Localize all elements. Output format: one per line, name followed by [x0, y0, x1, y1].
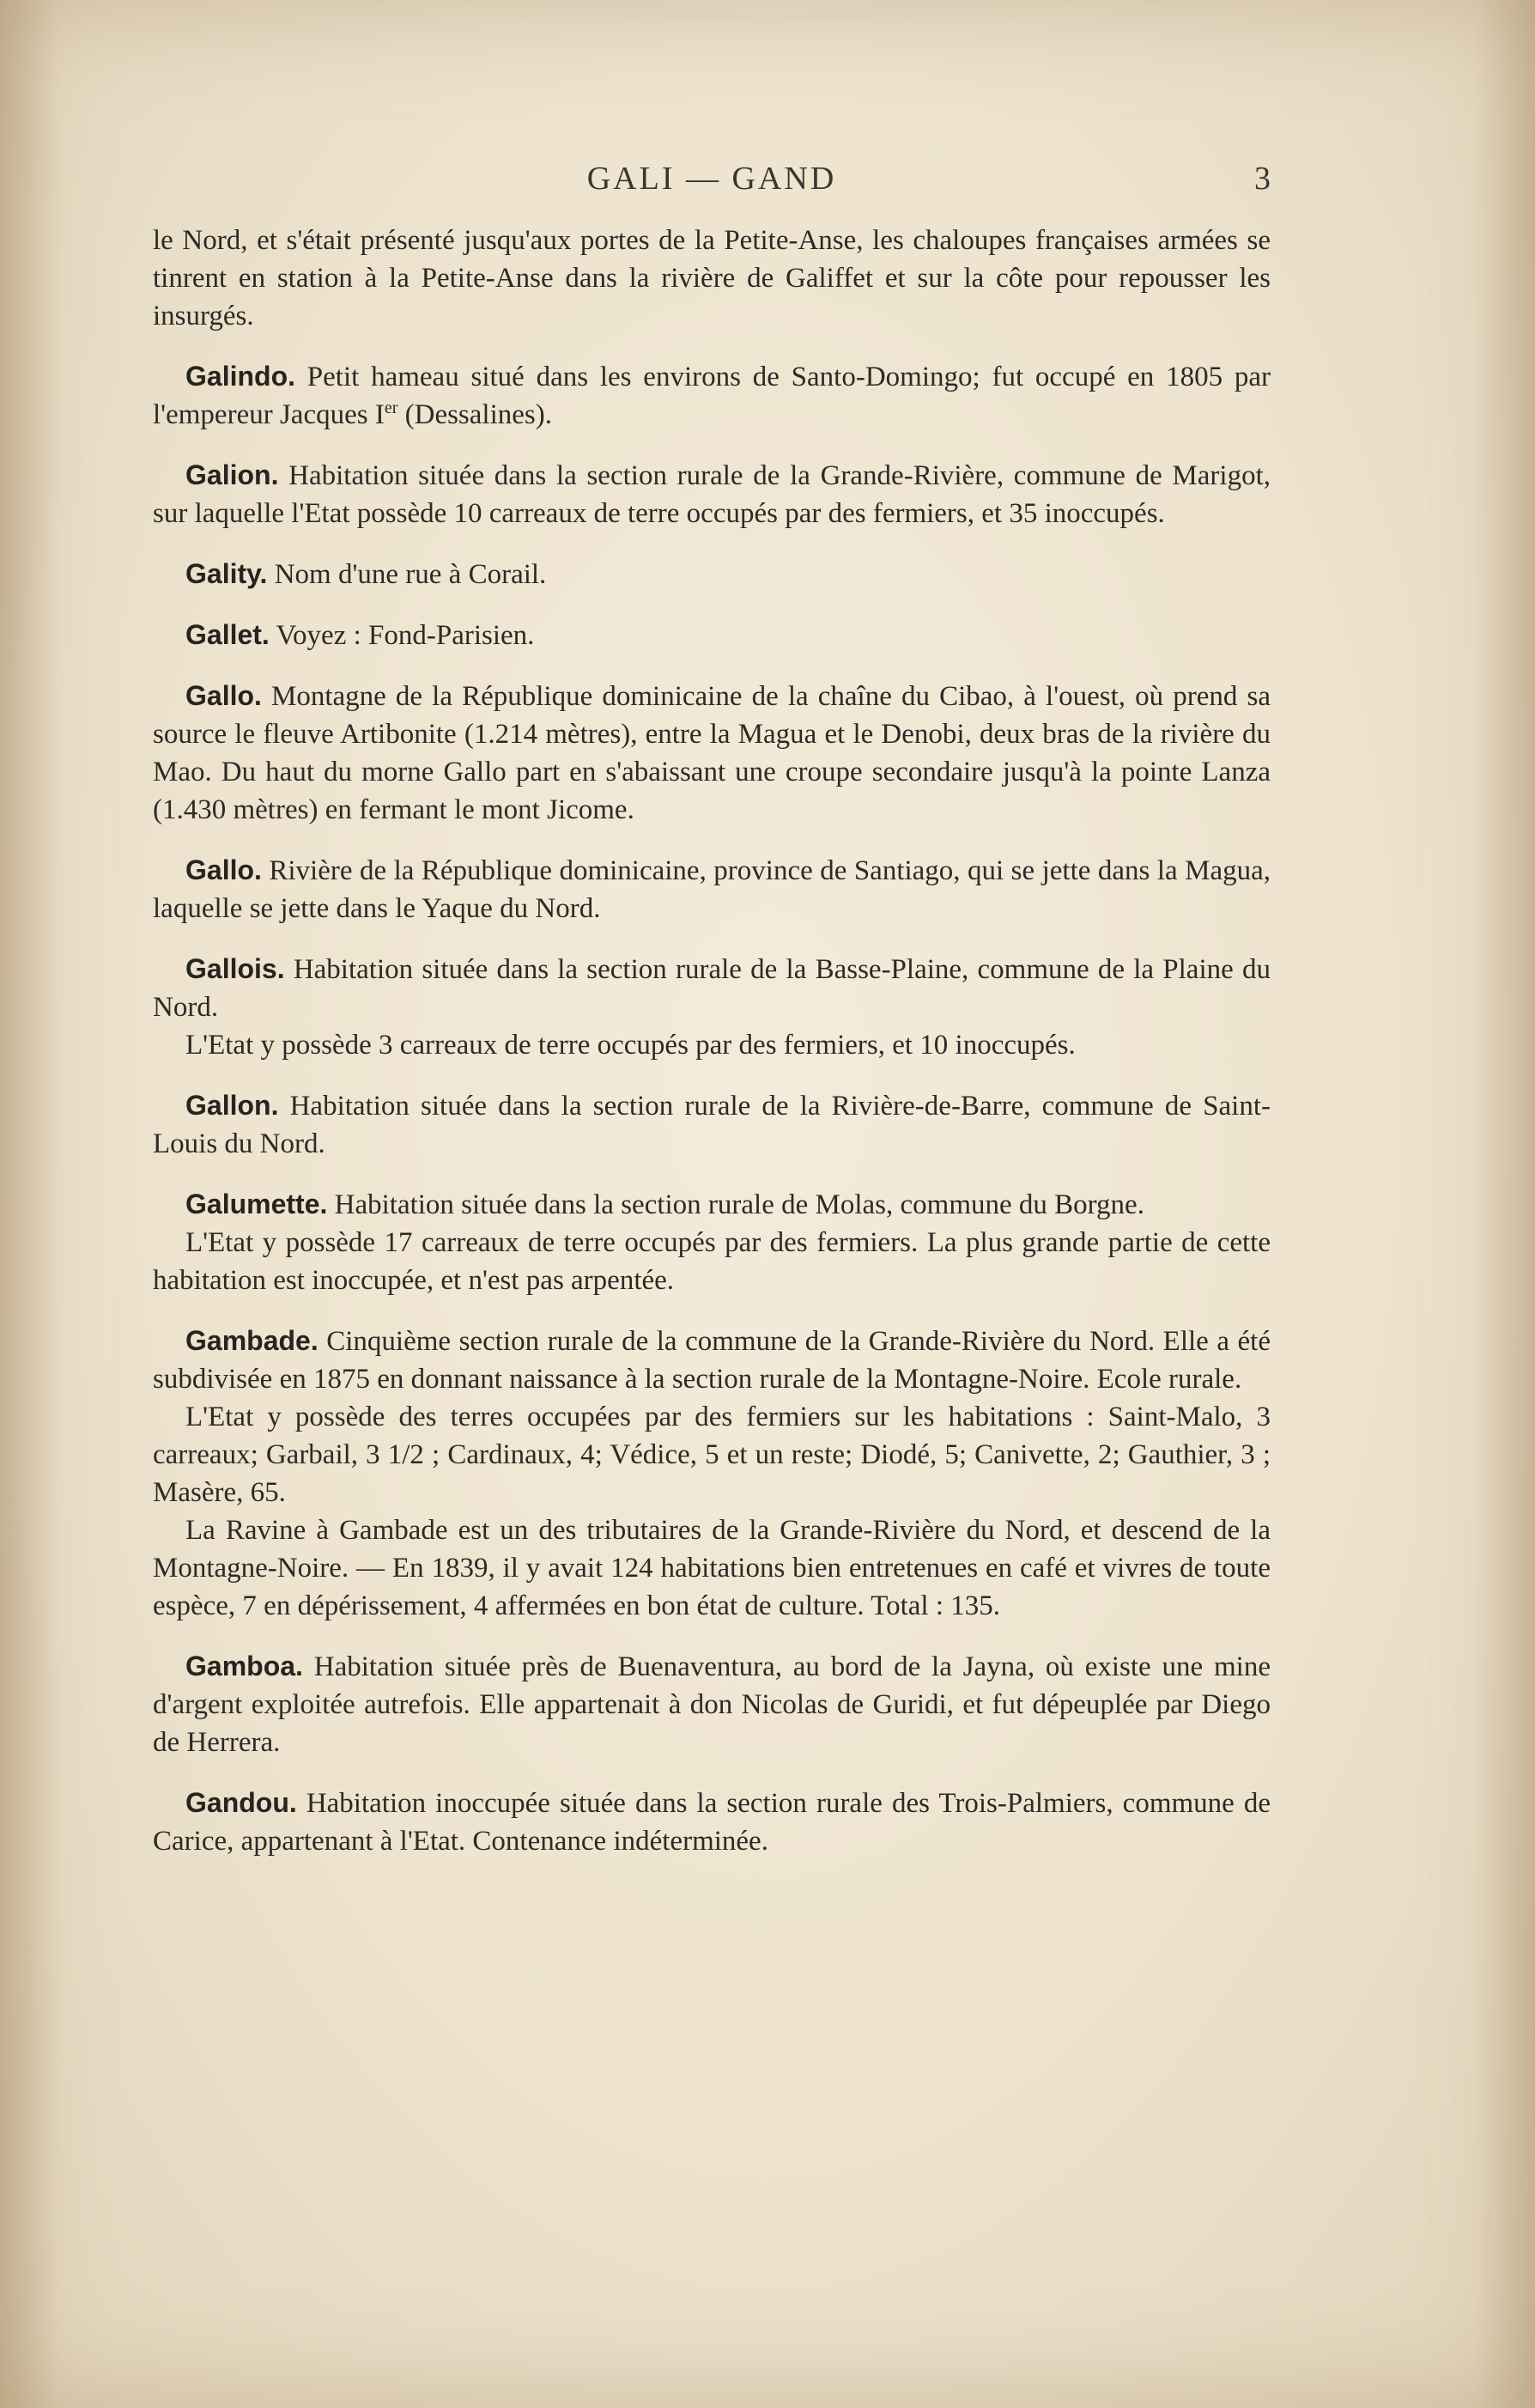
- entry-gallet: [153, 616, 1271, 654]
- entry-headword: Gamboa.: [185, 1651, 303, 1681]
- entry-gallo-montagne: [153, 677, 1271, 829]
- dictionary-body: [153, 222, 1271, 1860]
- entry-gambade-paragraph-2: La Ravine à Gambade est un des tributaires de la Grande-Rivière du Nord, et descend de la Montagne-Noire. — En 1839, il y avait 124 habitations bien entretenues en café et vivres de toute espèce, 7 en dépérissement, 4 affermées en bon état de culture. Total : 135.: [153, 1515, 1271, 1621]
- page-edge-shadow-right: [1475, 0, 1535, 2408]
- entry-text-continued: (Dessalines).: [397, 399, 552, 430]
- entry-text: Petit hameau situé dans les environs de Santo-Domingo; fut occupé en 1805 par l'empereur Jacques I: [153, 362, 1271, 430]
- entry-text: Habitation située dans la section rurale de Molas, commune du Borgne.: [327, 1189, 1144, 1220]
- entry-gandou: [153, 1784, 1271, 1860]
- entry-headword: Gallo.: [185, 854, 262, 885]
- entry-text: Habitation située près de Buenaventura, au bord de la Jayna, où existe une mine d'argent exploitée autrefois. Elle appartenait à don Nicolas de Guridi, et fut dépeuplée par Diego de Herrera.: [153, 1651, 1271, 1758]
- entry-headword: Gandou.: [185, 1787, 297, 1818]
- entry-gallo-riviere: [153, 851, 1271, 927]
- entry-headword: Gallet.: [185, 619, 270, 650]
- entry-headword: Gallo.: [185, 680, 262, 711]
- entry-text: Rivière de la République dominicaine, province de Santiago, qui se jette dans la Magua, laquelle se jette dans le Yaque du Nord.: [153, 855, 1271, 924]
- entry-gallois: [153, 950, 1271, 1026]
- entry-text: Nom d'une rue à Corail.: [267, 559, 547, 590]
- running-head: GALI — GAND: [586, 161, 837, 197]
- entry-headword: Galumette.: [185, 1189, 328, 1219]
- entry-gallon: [153, 1086, 1271, 1163]
- entry-galindo: [153, 357, 1271, 434]
- entry-gambade-paragraph-1: L'Etat y possède des terres occupées par des fermiers sur les habitations : Saint-Malo, 3 carreaux; Garbail, 3 1/2 ; Cardinaux, 4; Védice, 5 et un reste; Diodé, 5; Canivette, 2; Gauthier, 3 ; Masère, 65.: [153, 1402, 1271, 1508]
- entry-text: Habitation située dans la section rurale de la Rivière-de-Barre, commune de Saint-Louis du Nord.: [153, 1091, 1271, 1159]
- entry-headword: Galindo.: [185, 361, 295, 392]
- entry-headword: Gality.: [185, 558, 268, 589]
- entry-text: Habitation située dans la section rurale de la Grande-Rivière, commune de Marigot, sur laquelle l'Etat possède 10 carreaux de terre occupés par des fermiers, et 35 inoccupés.: [153, 460, 1271, 529]
- page-number: 3: [1254, 161, 1271, 197]
- entry-superscript: er: [384, 398, 398, 417]
- page-edge-shadow-left: [0, 0, 60, 2408]
- entry-galumette-paragraph: L'Etat y possède 17 carreaux de terre occupés par des fermiers. La plus grande partie de cette habitation est inoccupée, et n'est pas arpentée.: [153, 1227, 1271, 1296]
- entry-text: Cinquième section rurale de la commune de la Grande-Rivière du Nord. Elle a été subdivisée en 1875 en donnant naissance à la section rurale de la Montagne-Noire. Ecole rurale.: [153, 1326, 1271, 1395]
- entry-galumette: [153, 1185, 1271, 1224]
- continued-entry-text: le Nord, et s'était présenté jusqu'aux portes de la Petite-Anse, les chaloupes françaises armées se tinrent en station à la Petite-Anse dans la rivière de Galiffet et sur la côte pour repousser les insurgés.: [153, 225, 1271, 331]
- page-header: [153, 160, 1271, 211]
- entry-headword: Gambade.: [185, 1325, 319, 1356]
- entry-gambade: [153, 1322, 1271, 1398]
- entry-gallois-paragraph: L'Etat y possède 3 carreaux de terre occupés par des fermiers, et 10 inoccupés.: [185, 1030, 1076, 1061]
- entry-galion: [153, 456, 1271, 532]
- entry-headword: Gallon.: [185, 1090, 279, 1121]
- entry-text: Voyez : Fond-Parisien.: [269, 620, 535, 651]
- entry-gality: [153, 555, 1271, 593]
- entry-text: Montagne de la République dominicaine de la chaîne du Cibao, à l'ouest, où prend sa source le fleuve Artibonite (1.214 mètres), entre la Magua et le Denobi, deux bras de la rivière du Mao. Du haut du morne Gallo part en s'abaissant une croupe secondaire jusqu'à la pointe Lanza (1.430 mètres) en fermant le mont Jicome.: [153, 681, 1271, 825]
- entry-headword: Galion.: [185, 459, 279, 490]
- entry-gamboa: [153, 1647, 1271, 1761]
- entry-headword: Gallois.: [185, 953, 285, 984]
- entry-text: Habitation inoccupée située dans la section rurale des Trois-Palmiers, commune de Carice, appartenant à l'Etat. Contenance indéterminée.: [153, 1788, 1271, 1857]
- entry-text: Habitation située dans la section rurale de la Basse-Plaine, commune de la Plaine du Nord.: [153, 954, 1271, 1023]
